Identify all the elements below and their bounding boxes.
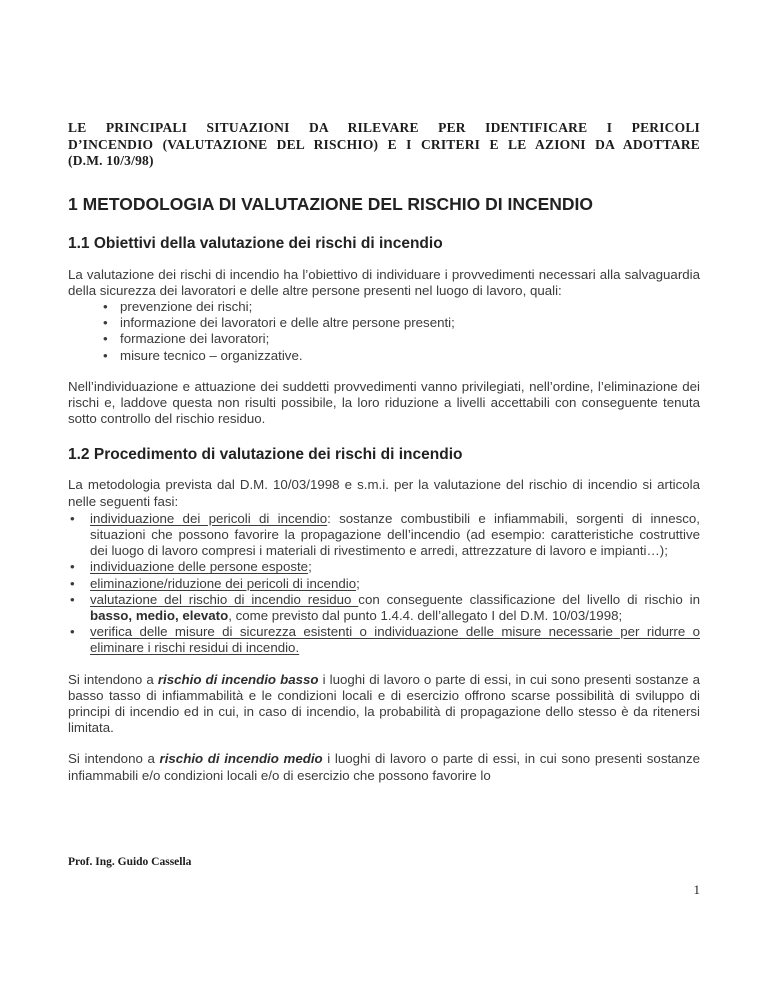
- phase-item: [68, 576, 700, 592]
- doc-title-line-2: D’INCENDIO (VALUTAZIONE DEL RISCHIO) E I CRITERI E LE AZIONI DA ADOTTARE: [68, 136, 700, 152]
- risk-medium-pre: Si intendono a: [68, 751, 160, 767]
- risk-low-post: i luoghi di lavoro o parte di essi, in cui sono presenti sostanze a basso tasso di infiammabilità e le condizioni locali e di esercizio offrono scarse possibilità di sviluppo di principi di incendio ed in cui, in caso di incendio, la probabilità di propagazione dello stesso è da ritenersi limitata.: [68, 671, 700, 736]
- phase-underlined-text: individuazione delle persone esposte: [90, 559, 309, 575]
- risk-medium-paragraph: [68, 751, 700, 783]
- phase-bold-text: basso, medio, elevato: [90, 607, 229, 623]
- phases-list: [68, 511, 700, 657]
- phase-underlined-text: individuazione dei pericoli di incendio: [90, 510, 328, 526]
- phase-item: [68, 624, 700, 656]
- measures-outro-paragraph: Nell’individuazione e attuazione dei suddetti provvedimenti vanno privilegiati, nell’ordine, l’eliminazione dei rischi e, laddove questa non risulti possibile, la loro riduzione a livelli accettabili con conseguente tenuta sotto controllo del rischio residuo.: [68, 378, 700, 427]
- risk-low-pre: Si intendono a: [68, 671, 158, 687]
- doc-title-line-1: LE PRINCIPALI SITUAZIONI DA RILEVARE PER IDENTIFICARE I PERICOLI: [68, 120, 700, 135]
- objectives-list-item: • informazione dei lavoratori e delle altre persone presenti;: [68, 315, 700, 331]
- method-intro-paragraph: La metodologia prevista dal D.M. 10/03/1998 e s.m.i. per la valutazione del rischio di incendio si articola nelle seguenti fasi:: [68, 477, 700, 509]
- risk-medium-post: i luoghi di lavoro o parte di essi, in cui sono presenti sostanze infiammabili e/o condizioni locali e/o di esercizio che possono favorire lo: [68, 751, 700, 783]
- page-number: 1: [693, 882, 700, 897]
- objectives-list-item: • misure tecnico – organizzative.: [68, 348, 700, 364]
- phase-rest-text: : sostanze combustibili e infiammabili, sorgenti di innesco, situazioni che possono favorire la propagazione dell’incendio (ad esempio: caratteristiche costruttive dei luogo di lavoro compresi i materiali di rivestimento e arredi, attrezzature di lavoro e impianti…);: [90, 510, 700, 559]
- risk-low-paragraph: [68, 672, 700, 737]
- doc-title-line-3: (D.M. 10/3/98): [68, 153, 154, 168]
- objectives-intro-paragraph: La valutazione dei rischi di incendio ha l’obiettivo di individuare i provvedimenti necessari alla salvaguardia della sicurezza dei lavoratori e delle altre persone presenti nel luogo di lavoro, quali:: [68, 266, 700, 298]
- phase-underlined-text: eliminazione/riduzione dei pericoli di incendio: [90, 575, 357, 591]
- phase-rest-text: ;: [308, 559, 312, 575]
- section-1-2-heading: 1.2 Procedimento di valutazione dei rischi di incendio: [68, 446, 463, 464]
- objectives-list: [68, 299, 700, 364]
- phase-item: [68, 559, 700, 575]
- risk-low-term: rischio di incendio basso: [157, 671, 319, 687]
- phase-mid-text: con conseguente classificazione del livello di rischio in: [358, 591, 700, 607]
- phase-underlined-text: verifica delle misure di sicurezza esistenti o individuazione delle misure necessarie per ridurre o eliminare i rischi residui di incendio.: [90, 624, 700, 656]
- phase-item: [68, 592, 700, 624]
- footer-author: Prof. Ing. Guido Cassella: [68, 856, 192, 868]
- objectives-list-item: • prevenzione dei rischi;: [68, 299, 700, 315]
- doc-title: [68, 120, 700, 170]
- section-1-1-heading: 1.1 Obiettivi della valutazione dei rischi di incendio: [68, 234, 443, 252]
- section-1-heading: 1 METODOLOGIA DI VALUTAZIONE DEL RISCHIO DI INCENDIO: [68, 193, 594, 214]
- risk-medium-term: rischio di incendio medio: [159, 751, 323, 767]
- objectives-list-item: • formazione dei lavoratori;: [68, 331, 700, 347]
- document-content: [68, 120, 700, 784]
- phase-rest-text: ;: [356, 575, 360, 591]
- phase-item: [68, 511, 700, 560]
- phase-underlined-text: valutazione del rischio di incendio residuo: [90, 591, 359, 607]
- phase-rest-text: , come previsto dal punto 1.4.4. dell’allegato I del D.M. 10/03/1998;: [228, 607, 623, 623]
